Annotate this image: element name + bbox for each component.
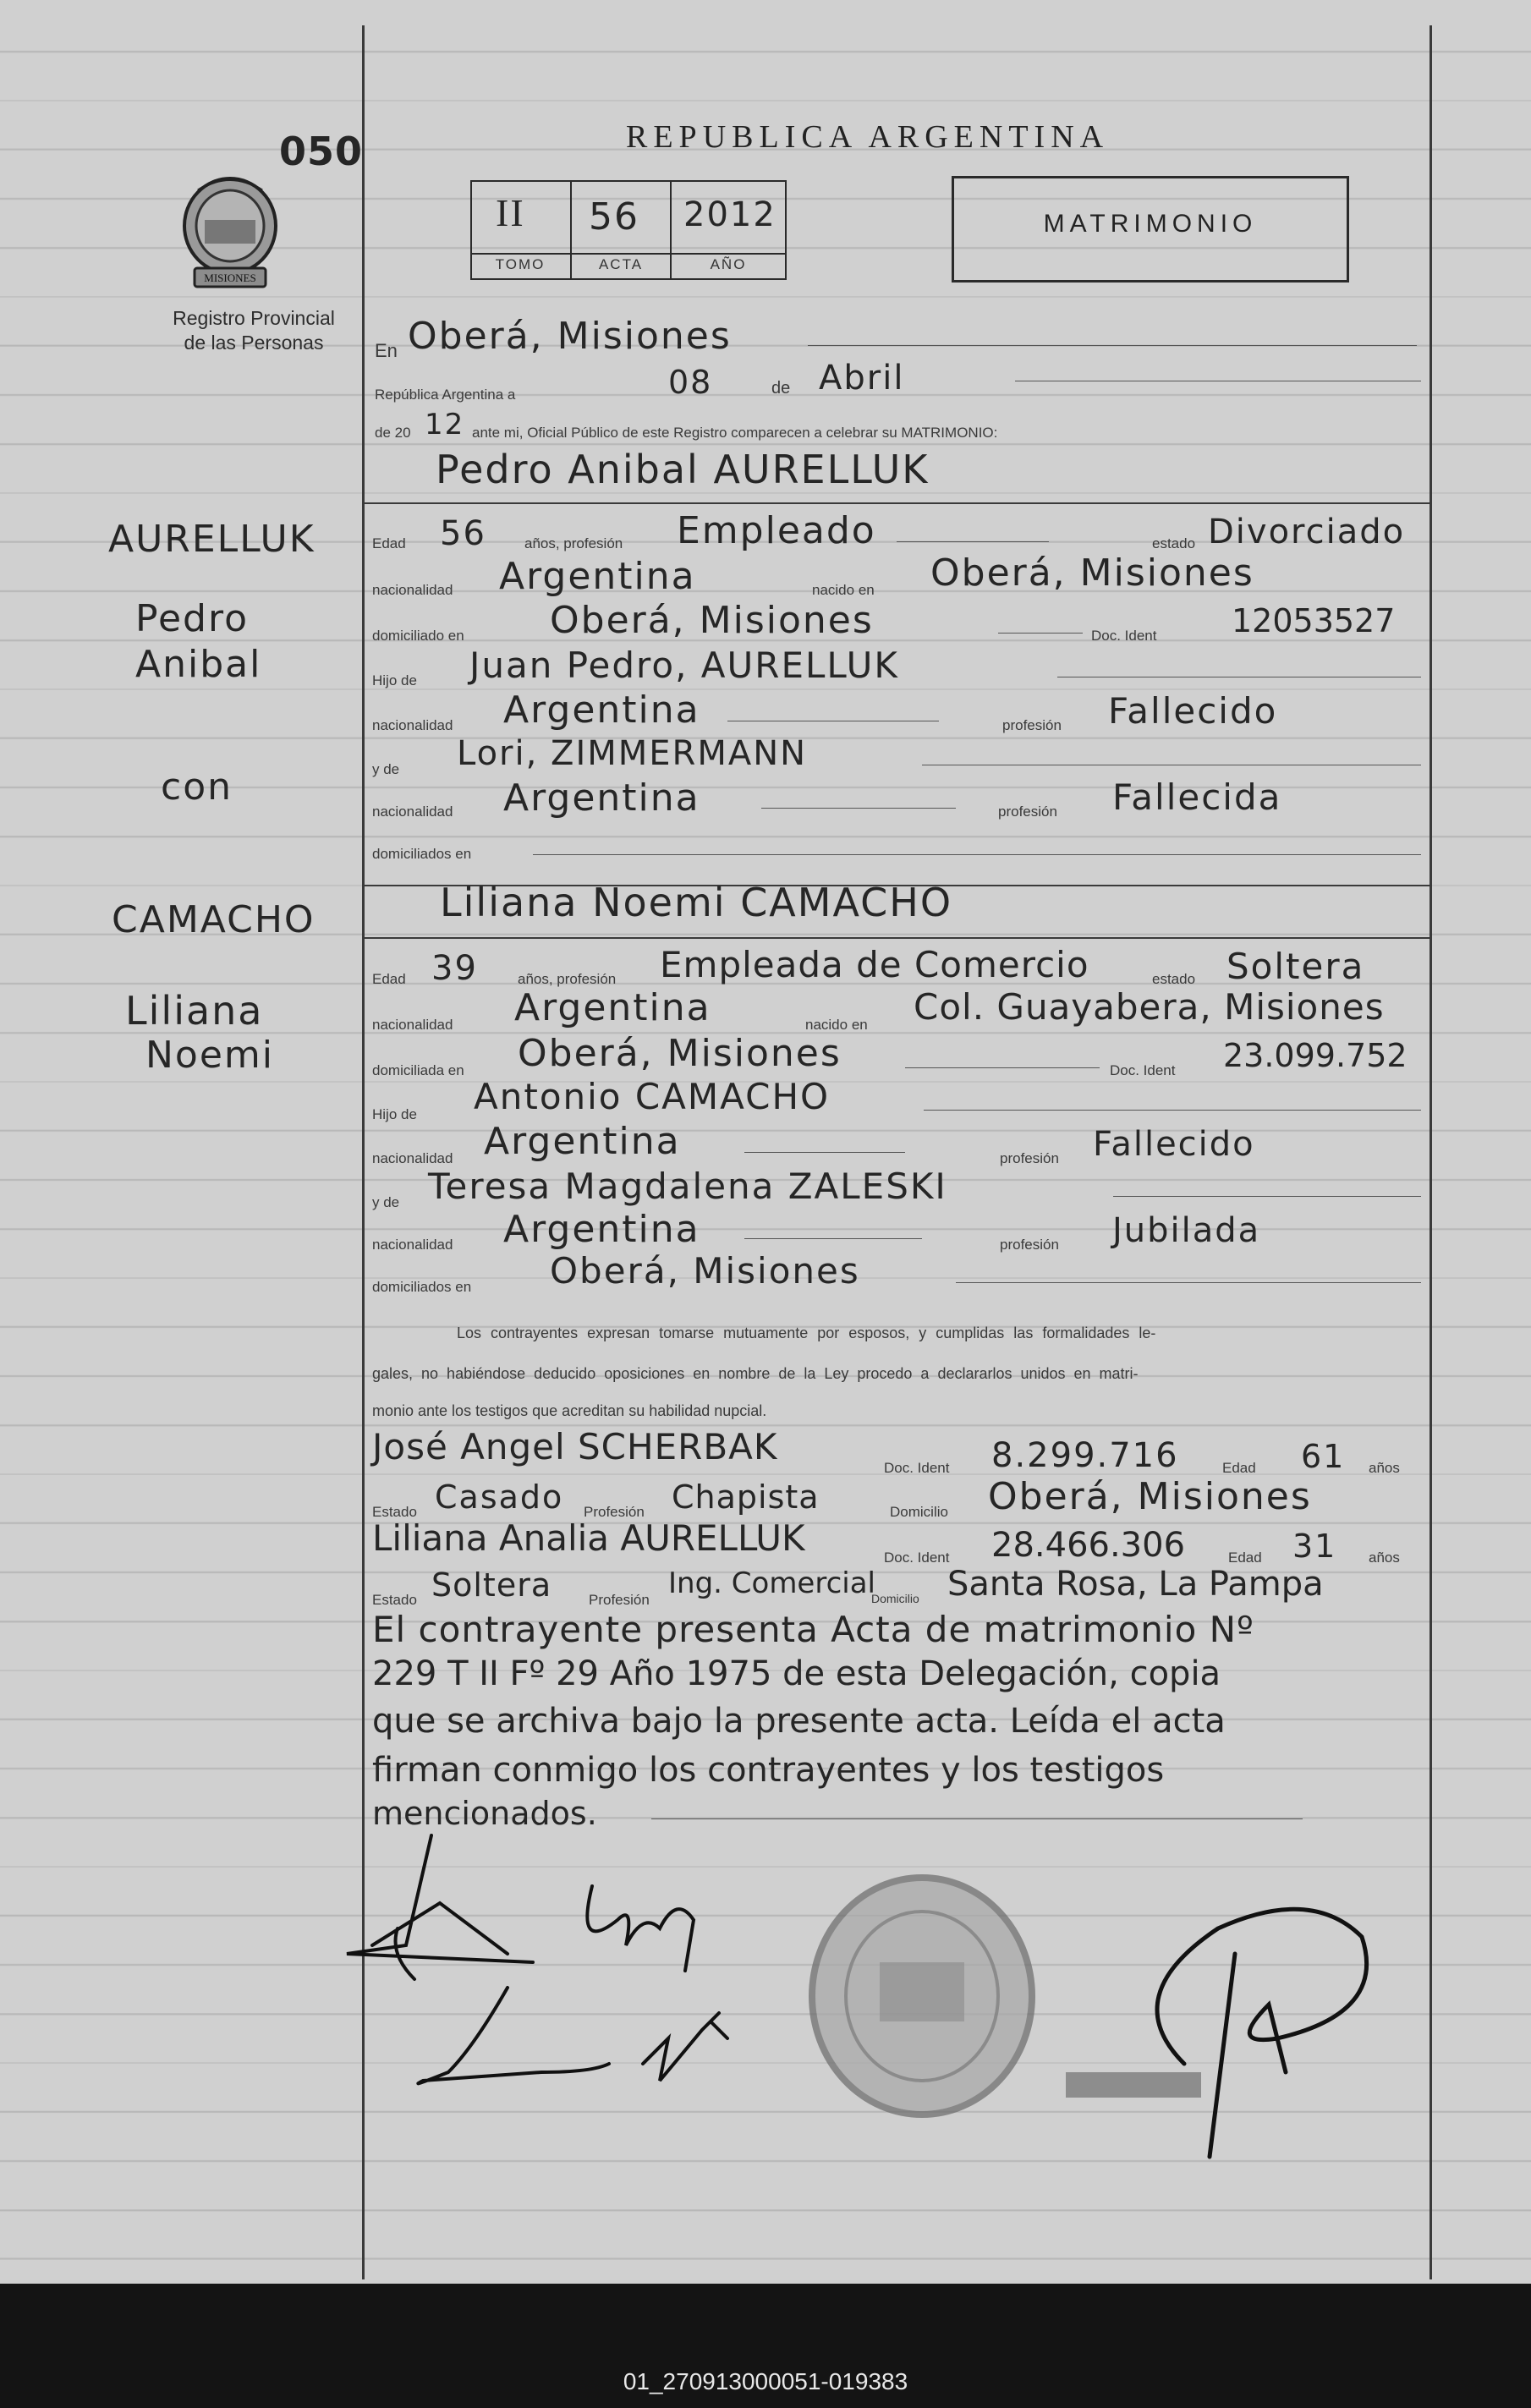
seal-ribbon-text: MISIONES <box>204 272 256 284</box>
intro-text: ante mi, Oficial Público de este Registro comparecen a celebrar su MATRIMONIO: <box>472 425 998 441</box>
bride-nacido-en: Col. Guayabera, Misiones <box>914 986 1385 1028</box>
margin-con: con <box>161 765 233 809</box>
witness2-estado: Soltera <box>431 1566 552 1604</box>
groom-full-name: Pedro Anibal AURELLUK <box>436 447 930 492</box>
witness1-doc: 8.299.716 <box>991 1436 1179 1475</box>
groom-profesion: Empleado <box>677 509 876 552</box>
bride-estado-label: estado <box>1152 971 1196 987</box>
witness1-anos-label: años <box>1369 1460 1400 1476</box>
bride-madre-prof-label: profesión <box>1000 1237 1059 1253</box>
provincial-seal-icon <box>179 173 281 292</box>
bride-padres-domicilio: Oberá, Misiones <box>550 1250 860 1292</box>
witness1-edad-label: Edad <box>1222 1460 1256 1476</box>
margin-given-groom-1: Pedro <box>135 597 250 640</box>
notes-line-5: mencionados. <box>372 1795 597 1832</box>
marriage-day: 08 <box>668 364 713 401</box>
bride-madre-profesion: Jubilada <box>1112 1211 1261 1250</box>
groom-padre-profesion: Fallecido <box>1108 690 1278 732</box>
bride-domicilio: Oberá, Misiones <box>518 1032 842 1075</box>
anio-label: AÑO <box>710 256 747 272</box>
bride-padre-nac-label: nacionalidad <box>372 1150 453 1166</box>
groom-padres-dom-label: domiciliados en <box>372 846 472 862</box>
bride-estado: Soltera <box>1226 946 1365 987</box>
witness1-estado-label: Estado <box>372 1504 417 1520</box>
witness1-domicilio: Oberá, Misiones <box>988 1475 1312 1518</box>
signature-witness-2 <box>643 2013 727 2081</box>
signature-bride <box>587 1886 694 1971</box>
groom-estado: Divorciado <box>1208 513 1406 551</box>
groom-padre-label: Hijo de <box>372 672 417 688</box>
bride-padre-label: Hijo de <box>372 1106 417 1122</box>
bride-domicilio-label: domiciliada en <box>372 1062 464 1078</box>
witness2-anos-label: años <box>1369 1550 1400 1566</box>
bride-madre-nacionalidad: Argentina <box>503 1208 700 1251</box>
registry-name: Registro Provincial de las Personas <box>173 307 335 354</box>
anio-value: 2012 <box>683 195 776 234</box>
witness2-domicilio-label: Domicilio <box>871 1592 919 1605</box>
groom-edad: 56 <box>440 514 486 553</box>
margin-surname-groom: AURELLUK <box>108 518 316 561</box>
groom-madre: Lori, ZIMMERMANN <box>457 734 808 773</box>
groom-nacido-en: Oberá, Misiones <box>930 551 1254 595</box>
country-title: REPUBLICA ARGENTINA <box>626 119 1110 155</box>
bride-madre: Teresa Magdalena ZALESKI <box>428 1166 947 1207</box>
bride-edad: 39 <box>431 949 478 988</box>
groom-padre-nac-label: nacionalidad <box>372 717 453 733</box>
groom-edad-label: Edad <box>372 535 406 551</box>
marriage-place: Oberá, Misiones <box>408 315 732 358</box>
bride-profesion: Empleada de Comercio <box>660 944 1089 985</box>
signature-witness-1 <box>418 1988 609 2083</box>
witness2-edad-label: Edad <box>1228 1550 1262 1566</box>
margin-surname-bride: CAMACHO <box>112 898 316 941</box>
witness2-domicilio: Santa Rosa, La Pampa <box>947 1565 1324 1604</box>
en-label: En <box>375 340 398 361</box>
bride-doc-label: Doc. Ident <box>1110 1062 1176 1078</box>
witness1-domicilio-label: Domicilio <box>890 1504 948 1520</box>
groom-nacido-label: nacido en <box>812 582 875 598</box>
de-label: de <box>771 379 791 398</box>
tomo-acta-anio-box <box>470 180 787 280</box>
bride-full-name: Liliana Noemi CAMACHO <box>440 880 953 925</box>
notes-line-4: firman conmigo los contrayentes y los testigos <box>372 1751 1165 1790</box>
margin-given-groom-2: Anibal <box>135 643 262 686</box>
groom-padre-prof-label: profesión <box>1002 717 1062 733</box>
bride-nacido-label: nacido en <box>805 1017 868 1033</box>
bride-doc: 23.099.752 <box>1223 1037 1408 1074</box>
groom-madre-nacionalidad: Argentina <box>503 776 700 820</box>
witness1-edad: 61 <box>1301 1438 1346 1475</box>
bride-nacionalidad-label: nacionalidad <box>372 1017 453 1033</box>
signature-official <box>1157 1909 1367 2157</box>
witness2-profesion-label: Profesión <box>589 1592 650 1608</box>
marriage-year-suffix: 12 <box>425 408 465 442</box>
groom-madre-profesion: Fallecida <box>1112 776 1282 818</box>
bride-padres-dom-label: domiciliados en <box>372 1279 472 1295</box>
bride-padre-profesion: Fallecido <box>1093 1125 1255 1164</box>
acta-label: ACTA <box>598 256 644 272</box>
declaration-line-2: gales, no habiéndose deducido oposiciones en nombre de la Ley procedo a declararlos unidos en matri- <box>372 1365 1139 1382</box>
margin-given-bride-2: Noemi <box>145 1034 274 1077</box>
declaration-line-1: Los contrayentes expresan tomarse mutuamente por esposos, y cumplidas las formalidades le- <box>457 1325 1156 1341</box>
republica-label: República Argentina a <box>375 387 516 403</box>
groom-madre-nac-label: nacionalidad <box>372 804 453 820</box>
witness2-estado-label: Estado <box>372 1592 417 1608</box>
witness2-name: Liliana Analia AURELLUK <box>372 1517 805 1559</box>
notes-line-3: que se archiva bajo la presente acta. Leída el acta <box>372 1702 1226 1741</box>
witness2-profesion: Ing. Comercial <box>668 1566 876 1600</box>
witness1-estado: Casado <box>435 1478 564 1516</box>
acta-value: 56 <box>589 195 639 239</box>
witness2-doc: 28.466.306 <box>991 1526 1186 1565</box>
witness1-profesion: Chapista <box>672 1478 820 1516</box>
groom-padre: Juan Pedro, AURELLUK <box>469 645 899 686</box>
groom-nacionalidad-label: nacionalidad <box>372 582 453 598</box>
bride-nacionalidad: Argentina <box>514 986 711 1029</box>
notes-line-2: 229 T II Fº 29 Año 1975 de esta Delegación, copia <box>372 1654 1221 1693</box>
witness2-doc-label: Doc. Ident <box>884 1550 950 1566</box>
tomo-value: II <box>496 191 525 234</box>
bride-padre-prof-label: profesión <box>1000 1150 1059 1166</box>
groom-nacionalidad: Argentina <box>499 555 696 598</box>
groom-padre-nacionalidad: Argentina <box>503 688 700 732</box>
marriage-month: Abril <box>819 359 905 398</box>
official-stamp <box>812 1878 1201 2115</box>
margin-given-bride-1: Liliana <box>125 988 264 1034</box>
groom-doc: 12053527 <box>1232 602 1396 639</box>
bride-padre: Antonio CAMACHO <box>474 1076 831 1117</box>
signature-groom <box>347 1835 533 1979</box>
groom-domicilio-label: domiciliado en <box>372 628 464 644</box>
notes-line-1: El contrayente presenta Acta de matrimonio Nº <box>372 1609 1254 1650</box>
tomo-label: TOMO <box>495 256 546 272</box>
record-type-label: MATRIMONIO <box>1043 210 1258 238</box>
image-id-label: 01_270913000051-019383 <box>623 2368 908 2394</box>
witness2-edad: 31 <box>1292 1528 1337 1565</box>
bride-profesion-label: años, profesión <box>518 971 617 987</box>
right-border-line <box>1429 25 1432 2279</box>
groom-madre-prof-label: profesión <box>998 804 1057 820</box>
signatures-area <box>338 1818 1429 2182</box>
bride-edad-label: Edad <box>372 971 406 987</box>
groom-domicilio: Oberá, Misiones <box>550 599 874 642</box>
folio-number: 050 <box>279 129 364 174</box>
year-prefix: de 20 <box>375 425 411 441</box>
groom-estado-label: estado <box>1152 535 1196 551</box>
witness1-name: José Angel SCHERBAK <box>372 1426 778 1467</box>
groom-doc-label: Doc. Ident <box>1091 628 1157 644</box>
groom-madre-label: y de <box>372 761 400 777</box>
bride-madre-label: y de <box>372 1194 400 1210</box>
bride-madre-nac-label: nacionalidad <box>372 1237 453 1253</box>
declaration-line-3: monio ante los testigos que acreditan su habilidad nupcial. <box>372 1402 767 1419</box>
witness1-doc-label: Doc. Ident <box>884 1460 950 1476</box>
bride-padre-nacionalidad: Argentina <box>484 1120 681 1163</box>
groom-profesion-label: años, profesión <box>524 535 623 551</box>
witness1-profesion-label: Profesión <box>584 1504 645 1520</box>
